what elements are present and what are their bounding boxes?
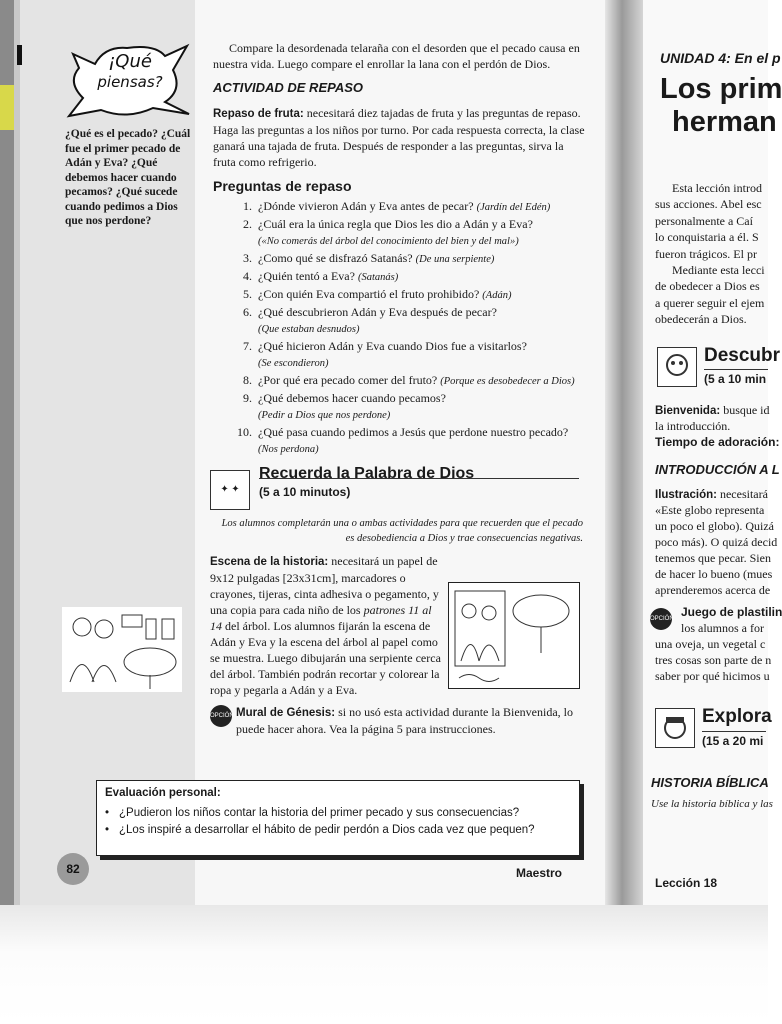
escena-text-2: del árbol. Los alumnos fijarán la escena de Adán y Eva y la escena del árbol al papel como se muestra. Luego dibujarán una serpiente cerca del árbol. También podrán recortar y colorear la ropa y pegarla a Adán y a Eva.	[210, 619, 441, 697]
right-text-line: los alumnos a for	[681, 621, 764, 635]
recuerda-title: Recuerda la Palabra de Dios	[259, 465, 475, 482]
repaso-text: necesitará diez tajadas de fruta y las preguntas de repaso. Haga las preguntas a los niños por turno. Por cada respuesta correcta, la clase ganará una tajada de fruta. Después de responder a las preguntas, sirva la fruta como refrigerio.	[213, 106, 585, 169]
lesson-title-line-1: Los prim	[660, 73, 782, 105]
question-answer: (Nos perdona)	[258, 444, 319, 455]
opcion-icon-right: OPCIÓN	[650, 608, 672, 630]
right-text-line: obedecerán a Dios.	[655, 312, 747, 327]
question-number: 7.	[243, 339, 252, 353]
bienvenida-label: Bienvenida:	[655, 405, 721, 417]
mural-label: Mural de Génesis:	[236, 707, 336, 719]
bubble-line-2: piensas?	[97, 73, 163, 91]
evaluacion-item: • ¿Pudieron los niños contar la historia del primer pecado y sus consecuencias?	[105, 805, 535, 822]
explora-time: (15 a 20 mi	[702, 734, 764, 748]
scanner-bed	[0, 905, 768, 1024]
right-text-line: a querer seguir el ejem	[655, 295, 765, 310]
question-number: 10.	[237, 425, 252, 439]
question-number: 5.	[243, 287, 252, 301]
bubble-line-1: ¡Qué	[108, 51, 152, 72]
question-item	[213, 216, 585, 250]
plastilina-label: Juego de plastilin	[681, 605, 782, 619]
ilustracion-line	[655, 486, 768, 503]
lesson-title-line-2: herman	[672, 106, 777, 138]
question-text: ¿Qué debemos hacer cuando pecamos?	[258, 391, 446, 405]
right-text-line: un poco el globo). Quizá	[655, 519, 774, 533]
escena-patrones: patrones 11 al 14	[210, 603, 432, 633]
question-item	[213, 286, 585, 304]
right-text-line: de obedecer a Dios es	[655, 279, 760, 294]
question-answer: (Porque es desobedecer a Dios)	[440, 376, 575, 387]
question-text: ¿Qué hicieron Adán y Eva cuando Dios fue a visitarlos?	[258, 339, 527, 353]
right-text-line: tres cosas son parte de n	[655, 653, 772, 667]
question-text: ¿Cuál era la única regla que Dios les dio a Adán y a Eva?	[258, 217, 533, 231]
right-text-line: saber por qué hicimos u	[655, 669, 770, 683]
question-text: ¿Qué pasa cuando pedimos a Jesús que perdone nuestro pecado?	[258, 425, 569, 439]
black-bar-mark	[17, 45, 22, 65]
preguntas-title: Preguntas de repaso	[213, 178, 352, 194]
mural-text: si no usó esta actividad durante la Bienvenida, lo puede hacer ahora. Vea la página 5 para instrucciones.	[236, 705, 573, 736]
question-text: ¿Dónde vivieron Adán y Eva antes de pecar?	[258, 199, 477, 213]
escena-text-1: necesitará un papel de 9x12 pulgadas [23x31cm], marcadores o crayones, tijeras, cinta adhesiva o pegamento, y una copia para cada niño de los	[210, 554, 439, 617]
question-answer: (Jardín del Edén)	[476, 202, 551, 213]
historia-text: Use la historia bíblica y las	[651, 798, 773, 810]
page-edge-dark	[0, 0, 14, 905]
adoracion-label: Tiempo de adoración:	[655, 435, 780, 449]
question-item	[213, 268, 585, 286]
question-answer: (Pedir a Dios que nos perdone)	[258, 410, 391, 421]
question-item	[213, 372, 585, 390]
recuerda-rule	[259, 478, 579, 479]
right-text-line: sus acciones. Abel esc	[655, 197, 762, 212]
question-number: 8.	[243, 373, 252, 387]
que-piensas-bubble	[65, 42, 190, 118]
introduccion-title: INTRODUCCIÓN A L	[655, 462, 780, 477]
descubre-time: (5 a 10 min	[704, 372, 767, 386]
review-questions-list	[213, 198, 585, 458]
mural-paragraph	[236, 704, 581, 737]
right-text-line: «Este globo representa	[655, 503, 765, 517]
question-item	[213, 338, 585, 372]
right-text-line: Mediante esta lecci	[672, 263, 765, 277]
descubre-rule	[704, 369, 768, 370]
repaso-paragraph	[213, 105, 585, 170]
right-text-line: una oveja, un vegetal c	[655, 637, 766, 651]
evaluacion-box	[96, 780, 580, 856]
recuerda-time: (5 a 10 minutos)	[259, 485, 351, 499]
yellow-tab-marker	[0, 85, 14, 130]
explora-title: Explora	[702, 706, 772, 727]
bienvenida-text: busque id	[720, 403, 770, 417]
question-answer: (Se escondieron)	[258, 358, 329, 369]
footer-leccion: Lección 18	[655, 876, 718, 890]
question-number: 9.	[243, 391, 252, 405]
bienvenida-line	[655, 402, 770, 419]
question-text: ¿Con quién Eva compartió el fruto prohibido?	[258, 287, 483, 301]
right-text-line: fueron trágicos. El pr	[655, 246, 757, 261]
actividad-title: ACTIVIDAD DE REPASO	[213, 80, 363, 95]
bienvenida-line-2: la introducción.	[655, 419, 731, 433]
ilustracion-text: necesitará	[716, 487, 768, 501]
intro-paragraph: Compare la desordenada telaraña con el desorden que el pecado causa en nuestra vida. Luego compare el enrollar la lana con el perdón de Dios.	[213, 41, 580, 71]
question-item	[213, 198, 585, 216]
footer-maestro: Maestro	[516, 866, 563, 880]
book-spine	[605, 0, 643, 905]
explora-icon	[655, 708, 695, 748]
right-text-line: Esta lección introd	[672, 181, 762, 195]
question-number: 4.	[243, 269, 252, 283]
repaso-label: Repaso de fruta:	[213, 108, 304, 120]
right-text-line: poco más). O quizá decid	[655, 535, 778, 549]
right-text-line: de hacer lo bueno (mues	[655, 567, 773, 581]
question-item	[213, 424, 585, 458]
question-answer: (Adán)	[482, 290, 512, 301]
question-item	[213, 304, 585, 338]
question-number: 1.	[243, 199, 252, 213]
right-text-line: aprenderemos acerca de	[655, 583, 771, 597]
descubre-icon	[657, 347, 697, 387]
opcion-icon: OPCIÓN	[210, 705, 232, 727]
question-number: 2.	[243, 217, 252, 231]
question-number: 3.	[243, 251, 252, 265]
question-text: ¿Por qué era pecado comer del fruto?	[258, 373, 441, 387]
question-text: ¿Como qué se disfrazó Satanás?	[258, 251, 416, 265]
escena-label: Escena de la historia:	[210, 556, 329, 568]
question-answer: (De una serpiente)	[415, 254, 495, 265]
right-text-line: lo conquistaria a él. S	[655, 230, 759, 245]
descubre-title: Descubr	[704, 345, 781, 366]
right-text-line: personalmente a Caí	[655, 213, 753, 228]
ilustracion-label: Ilustración:	[655, 489, 717, 501]
question-answer: (Que estaban desnudos)	[258, 324, 360, 335]
question-item	[213, 390, 585, 424]
recuerda-description: Los alumnos completarán una o ambas actividades para que recuerden que el pecado es desobediencia a Dios y trae consecuencias negativas.	[221, 518, 583, 544]
evaluacion-list	[105, 805, 535, 839]
historia-title: HISTORIA BÍBLICA	[651, 775, 769, 790]
question-answer: («No comerás del árbol del conocimiento del bien y del mal»)	[258, 236, 519, 247]
adam-eve-tree-thumbnail	[62, 607, 182, 692]
question-text: ¿Quién tentó a Eva?	[258, 269, 358, 283]
page-number: 82	[57, 853, 89, 885]
unidad-header: UNIDAD 4: En el p	[660, 50, 781, 66]
right-text-line: tenemos que pecar. Sien	[655, 551, 771, 565]
escena-illustration	[448, 582, 580, 689]
question-item	[213, 250, 585, 268]
explora-rule	[702, 731, 766, 732]
recuerda-icon: ✦ ✦	[210, 470, 250, 510]
question-number: 6.	[243, 305, 252, 319]
evaluacion-title: Evaluación personal:	[105, 787, 221, 799]
sidebar-questions: ¿Qué es el pecado? ¿Cuál fue el primer pecado de Adán y Eva? ¿Qué debemos hacer cuando pecamos? ¿Qué sucede cuando pedimos a Dios que nos perdone?	[65, 128, 191, 227]
evaluacion-item: • ¿Los inspiré a desarrollar el hábito de pedir perdón a Dios cada vez que pequen?	[105, 822, 535, 839]
question-text: ¿Qué descubrieron Adán y Eva después de pecar?	[258, 305, 497, 319]
question-answer: (Satanás)	[357, 272, 399, 283]
